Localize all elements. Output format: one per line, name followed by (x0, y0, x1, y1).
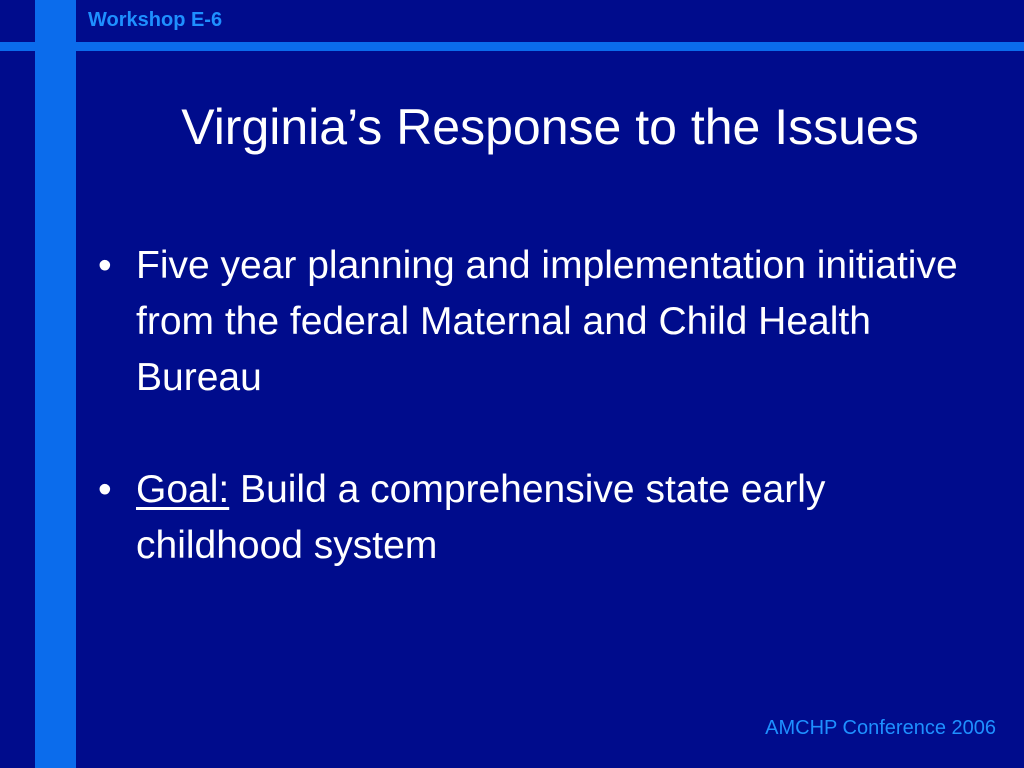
vertical-accent-bar (35, 0, 76, 768)
bullet-list (98, 238, 978, 574)
workshop-label: Workshop E-6 (88, 9, 223, 31)
bullet-text: Build a comprehensive state early childhood system (136, 468, 826, 567)
bullet-dot-icon: • (98, 244, 112, 287)
slide-title: Virginia’s Response to the Issues (181, 99, 919, 155)
goal-label: Goal: (136, 468, 230, 511)
footer-conference: AMCHP Conference 2006 (765, 717, 996, 739)
bullet-text: Five year planning and implementation initiative from the federal Maternal and Child Health Bureau (136, 244, 958, 399)
bullet-item (98, 462, 978, 574)
bullet-dot-icon: • (98, 468, 112, 511)
bullet-item (98, 238, 978, 406)
horizontal-accent-bar (0, 42, 1024, 51)
